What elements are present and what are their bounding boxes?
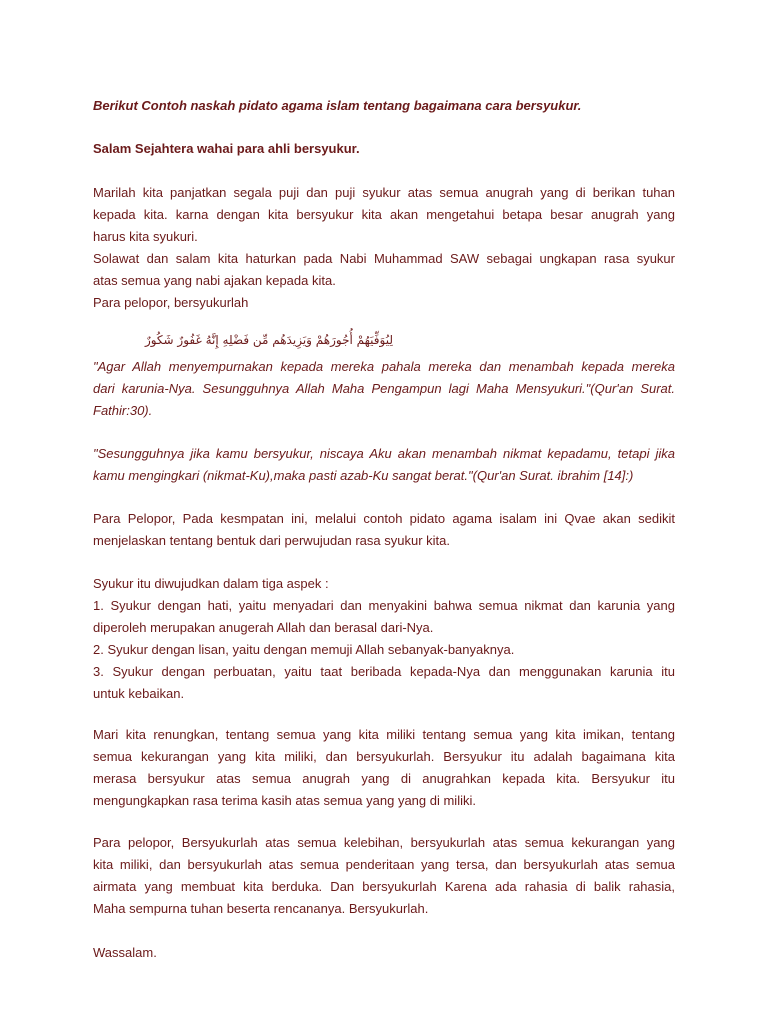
closing xyxy=(93,942,675,964)
text-line: Syukur itu diwujudkan dalam tiga aspek : xyxy=(93,576,329,591)
text-line: Marilah kita panjatkan segala puji dan puji syukur atas semua anugrah yang di berikan tuhan xyxy=(93,185,675,200)
quote-line: Fathir:30). xyxy=(93,403,153,418)
paragraph-intro xyxy=(93,508,675,552)
heading-line: Berikut Contoh naskah pidato agama islam tentang bagaimana cara bersyukur. xyxy=(93,98,582,113)
quote-line: dari karunia-Nya. Sesungguhnya Allah Maha Pengampun lagi Maha Mensyukuri."(Qur'an Surat. xyxy=(93,381,675,396)
quote-fathir xyxy=(93,356,675,422)
text-line: airmata yang membuat kita berduka. Dan bersyukurlah Karena ada rahasia di balik rahasia, xyxy=(93,879,675,894)
greeting-line: Salam Sejahtera wahai para ahli bersyukur. xyxy=(93,141,360,156)
arabic-verse: لِيُوَفِّيَهُمْ أُجُورَهُمْ وَيَزِيدَهُم مِّن فَضْلِهِ إِنَّهُ غَفُورٌ شَكُورٌ xyxy=(144,333,393,347)
text-line: mengungkapkan rasa terima kasih atas semua yang yang di miliki. xyxy=(93,793,476,808)
text-line: diperoleh merupakan anugerah Allah dan berasal dari-Nya. xyxy=(93,620,434,635)
text-line: atas semua yang nabi ajakan kepada kita. xyxy=(93,273,336,288)
text-line: Maha sempurna tuhan beserta rencananya. Bersyukurlah. xyxy=(93,901,429,916)
list-item: 2. Syukur dengan lisan, yaitu dengan memuji Allah sebanyak-banyaknya. xyxy=(93,642,515,657)
list-item: 1. Syukur dengan hati, yaitu menyadari dan menyakini bahwa semua nikmat dan karunia yang xyxy=(93,598,675,613)
closing-line: Wassalam. xyxy=(93,945,157,960)
text-line: semua kekurangan yang kita miliki, dan bersyukurlah. Bersyukur itu adalah bagaimana kita xyxy=(93,749,675,764)
quote-line: "Sesungguhnya jika kamu bersyukur, niscaya Aku akan menambah nikmat kepadamu, tetapi jika xyxy=(93,446,675,461)
quote-ibrahim xyxy=(93,443,675,487)
quote-line: kamu mengingkari (nikmat-Ku),maka pasti azab-Ku sangat berat."(Qur'an Surat. ibrahim [14]:) xyxy=(93,468,634,483)
text-line: merasa bersyukur atas semua anugrah yang di anugrahkan kepada kita. Bersyukur itu xyxy=(93,771,675,786)
text-line: kepada kita. karna dengan kita bersyukur kita akan mengetahui betapa besar anugrah yang xyxy=(93,207,675,222)
quote-line: "Agar Allah menyempurnakan kepada mereka pahala mereka dan menambah kepada mereka xyxy=(93,359,675,374)
text-line: Para pelopor, bersyukurlah xyxy=(93,295,249,310)
text-line: menjelaskan tentang bentuk dari perwujudan rasa syukur kita. xyxy=(93,533,450,548)
text-line: Mari kita renungkan, tentang semua yang kita miliki tentang semua yang kita imikan, tentang xyxy=(93,727,675,742)
text-line: untuk kebaikan. xyxy=(93,686,185,701)
paragraph-three-aspects xyxy=(93,573,675,705)
paragraph-reflection xyxy=(93,724,675,812)
document-heading xyxy=(93,95,675,117)
text-line: kita miliki, dan bersyukurlah atas semua penderitaan yang tersa, dan bersyukurlah atas semua xyxy=(93,857,675,872)
text-line: Solawat dan salam kita haturkan pada Nabi Muhammad SAW sebagai ungkapan rasa syukur xyxy=(93,251,675,266)
paragraph-opening xyxy=(93,182,675,314)
text-line: Para Pelopor, Pada kesmpatan ini, melalui contoh pidato agama isalam ini Qvae akan sedikit xyxy=(93,511,675,526)
text-line: harus kita syukuri. xyxy=(93,229,198,244)
text-line: Para pelopor, Bersyukurlah atas semua kelebihan, bersyukurlah atas semua kekurangan yang xyxy=(93,835,675,850)
greeting xyxy=(93,138,675,160)
paragraph-gratitude xyxy=(93,832,675,920)
list-item: 3. Syukur dengan perbuatan, yaitu taat beribada kepada-Nya dan menggunakan karunia itu xyxy=(93,664,675,679)
